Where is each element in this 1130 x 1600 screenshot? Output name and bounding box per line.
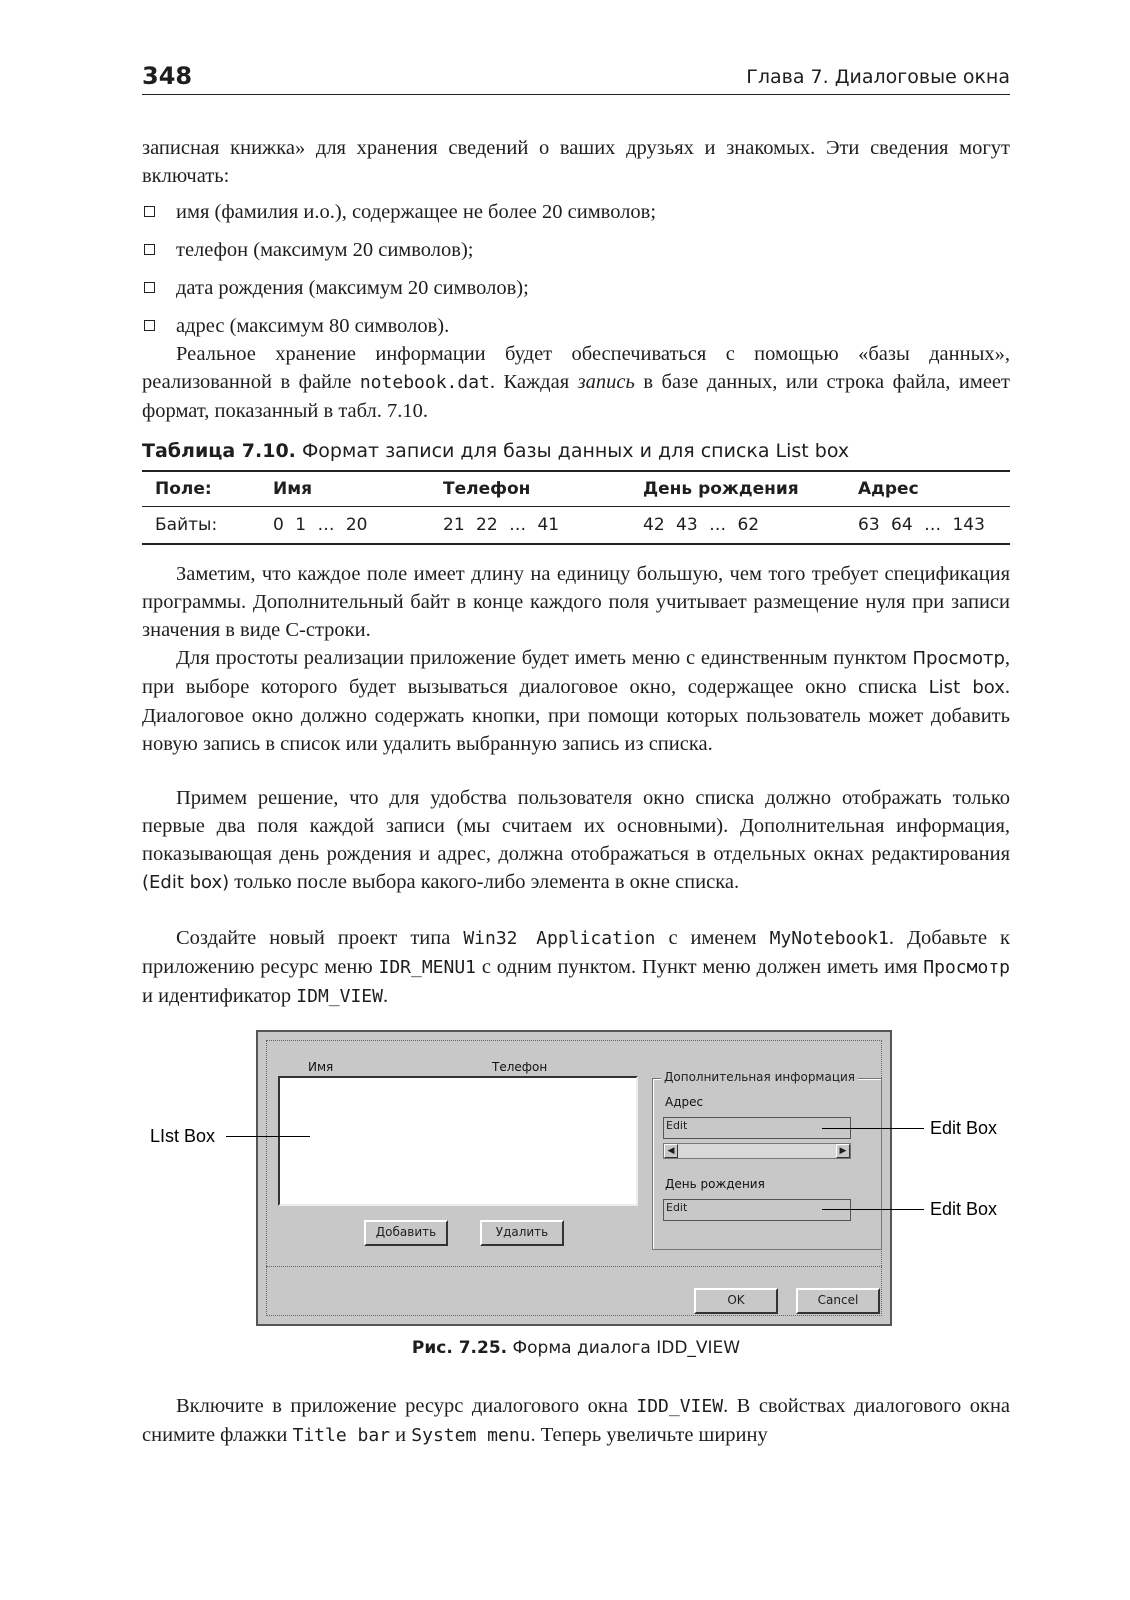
delete-button[interactable]: Удалить xyxy=(480,1220,564,1246)
page-header xyxy=(142,62,1010,95)
resource-paragraph: Включите в приложение ресурс диалогового окна IDD_VIEW. В свойствах диалогового окна снимите флажки Title bar и System menu. Теперь увеличьте ширину xyxy=(142,1395,1011,1446)
additional-info-group xyxy=(652,1070,882,1250)
table-header-row: Поле: Имя Телефон День рождения Адрес xyxy=(142,471,1010,507)
byte-paragraph: Заметим, что каждое поле имеет длину на единицу большую, чем того требует спецификация программы. Дополнительный байт в конце каждого поля учитывает размещение нуля при записи значения в виде С-строки. xyxy=(142,563,1010,641)
intro-paragraph: записная книжка» для хранения сведений о ваших друзьях и знакомых. Эти сведения могут включать: xyxy=(142,137,1010,187)
birthday-label: День рождения xyxy=(665,1177,765,1191)
column-header-phone: Телефон xyxy=(492,1060,548,1074)
scroll-left-icon[interactable]: ◀ xyxy=(664,1144,678,1158)
group-title: Дополнительная информация xyxy=(661,1070,858,1084)
scroll-right-icon[interactable]: ▶ xyxy=(836,1144,850,1158)
menu-paragraph: Для простоты реализации приложение будет иметь меню с единственным пунктом Просмотр, при выборе которого будет вызываться диалоговое окно, содержащее окно списка List box. Диалоговое окно должно содержать кнопки, при помощи которых пользователь может добавить новую запись в список или удалить выбранную запись из списка. xyxy=(142,647,1010,755)
checkbox-bullet-icon xyxy=(144,320,155,331)
edit-box-callout-label-2: Edit Box xyxy=(930,1199,998,1219)
column-header-name: Имя xyxy=(308,1060,334,1074)
cancel-button[interactable]: Cancel xyxy=(796,1288,880,1314)
address-label: Адрес xyxy=(665,1095,704,1109)
page-number: 348 xyxy=(142,62,193,90)
birthday-edit[interactable]: Edit xyxy=(663,1199,851,1221)
edit-box-callout-line-2 xyxy=(822,1209,924,1210)
list-item: адрес (максимум 80 символов). xyxy=(142,307,1010,345)
checkbox-bullet-icon xyxy=(144,282,155,293)
figure-caption: Рис. 7.25. Форма диалога IDD_VIEW xyxy=(411,1338,741,1358)
address-scrollbar[interactable] xyxy=(663,1143,851,1159)
dialog-form-figure xyxy=(256,1030,892,1326)
field-list xyxy=(142,193,1010,345)
project-paragraph: Создайте новый проект типа Win32 Application с именем MyNotebook1. Добавьте к приложению ресурс меню IDR_MENU1 с одним пунктом. Пункт меню должен иметь имя Просмотр и идентификатор IDM_VIEW. xyxy=(142,927,1010,1007)
edit-box-callout-label-1: Edit Box xyxy=(930,1118,998,1138)
checkbox-bullet-icon xyxy=(144,244,155,255)
checkbox-bullet-icon xyxy=(144,206,155,217)
table-title: Таблица 7.10. Формат записи для базы данных и для списка List box xyxy=(142,440,850,462)
address-edit[interactable]: Edit xyxy=(663,1117,851,1139)
display-paragraph: Примем решение, что для удобства пользователя окно списка должно отображать только первые два поля каждой записи (мы считаем их основными). Дополнительная информация, показывающая день рождения и адрес, должна отображаться в отдельных окнах редактирования (Edit box) только после выбора какого-либо элемента в окне списка. xyxy=(142,787,1010,893)
contacts-listbox[interactable] xyxy=(278,1076,638,1206)
chapter-title: Глава 7. Диалоговые окна xyxy=(746,66,1010,88)
record-format-table xyxy=(142,470,1010,545)
add-button[interactable]: Добавить xyxy=(364,1220,448,1246)
list-item: имя (фамилия и.о.), содержащее не более 20 символов; xyxy=(142,193,1010,231)
list-item: телефон (максимум 20 символов); xyxy=(142,231,1010,269)
ok-button[interactable]: OK xyxy=(694,1288,778,1314)
dialog-separator xyxy=(266,1266,882,1267)
table-row: Байты: 0 1 … 20 21 22 … 41 42 43 … 62 63 64 … 143 xyxy=(142,507,1010,545)
storage-paragraph: Реальное хранение информации будет обеспечиваться с помощью «базы данных», реализованной в файле notebook.dat. Каждая запись в базе данных, или строка файла, имеет формат, показанный в табл. 7.10. xyxy=(142,343,1010,422)
list-item: дата рождения (максимум 20 символов); xyxy=(142,269,1010,307)
listbox-callout-label: LIst Box xyxy=(150,1126,216,1146)
edit-box-callout-line-1 xyxy=(822,1128,924,1129)
listbox-callout-line xyxy=(226,1136,310,1137)
